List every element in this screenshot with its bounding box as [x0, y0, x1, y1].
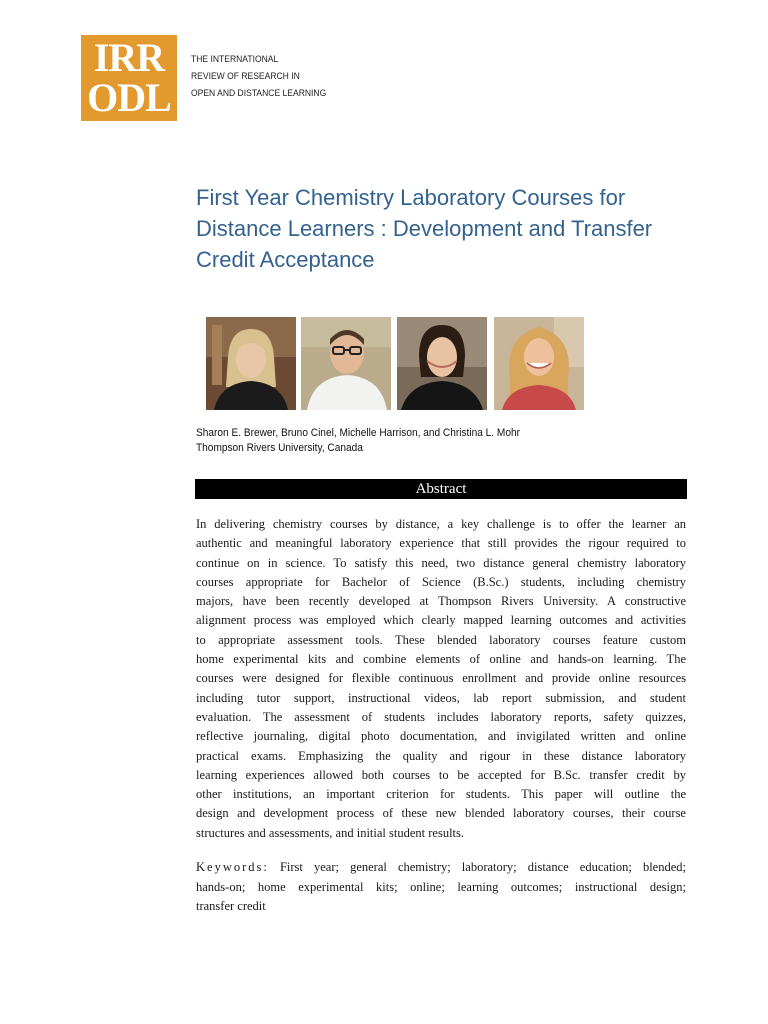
journal-name-line-1: THE INTERNATIONAL — [191, 54, 279, 65]
abstract-line: evaluation. The assessment of students includes laboratory reports, safety quizzes, — [196, 709, 686, 724]
abstract-line: structures and assessments, and initial student results. — [196, 825, 465, 840]
abstract-line: In delivering chemistry courses by distance, a key challenge is to offer the learner an — [196, 517, 686, 531]
logo-mark-line-1: IRR — [93, 35, 165, 80]
author-affiliation: Thompson Rivers University, Canada — [196, 442, 363, 454]
abstract-line: design and development process of these new blended laboratory courses, their course — [196, 806, 686, 821]
journal-logo — [81, 35, 327, 121]
author-photo-3 — [397, 317, 487, 410]
abstract-body — [196, 515, 686, 843]
abstract-line: including tutor support, instructional videos, lab report submission, and student — [196, 690, 686, 705]
title-line-1: First Year Chemistry Laboratory Courses for — [196, 185, 626, 210]
author-block — [196, 426, 656, 456]
abstract-line: authentic and meaningful laboratory experience that still provides the rigour required to — [196, 536, 686, 551]
abstract-line: practical exams. Emphasizing the quality and rigour in these distance laboratory — [196, 748, 686, 763]
abstract-line: reflective journaling, digital photo documentation, and invigilated written and online — [196, 729, 686, 744]
journal-name-line-2: REVIEW OF RESEARCH IN — [191, 71, 300, 82]
journal-name-line-3: OPEN AND DISTANCE LEARNING — [191, 88, 327, 99]
keywords-block — [196, 858, 686, 917]
author-photo-1 — [206, 317, 296, 410]
logo-mark-line-2: ODL — [87, 75, 171, 120]
author-photo-4 — [494, 317, 584, 410]
keywords-label: Keywords: — [196, 860, 269, 874]
abstract-line: courses were designed for flexible continuous enrollment and provide online resources — [196, 671, 686, 686]
abstract-line: home experimental kits and combine elements of online and hands-on learning. The — [196, 652, 686, 667]
abstract-line: continue on in science. To satisfy this need, two distance general chemistry laboratory — [196, 555, 686, 570]
abstract-heading: Abstract — [195, 479, 687, 499]
journal-name — [191, 51, 327, 102]
keywords-line-2: hands-on; home experimental kits; online; learning outcomes; instructional design; — [196, 879, 686, 894]
abstract-line: courses appropriate for Bachelor of Science (B.Sc.) students, including chemistry — [196, 574, 686, 589]
abstract-line: to appropriate assessment tools. These blended laboratory courses feature custom — [196, 632, 686, 647]
keywords-text-1: First year; general chemistry; laboratory; distance education; blended; — [279, 860, 687, 874]
article-title — [196, 182, 696, 275]
title-line-3: Credit Acceptance — [196, 247, 375, 272]
keywords-line-3: transfer credit — [196, 899, 266, 913]
title-line-2: Distance Learners : Development and Transfer — [196, 216, 653, 241]
logo-mark — [81, 35, 177, 121]
abstract-line: alignment process was employed which clearly mapped learning outcomes and activities — [196, 613, 686, 628]
author-photos — [206, 317, 586, 410]
abstract-line: learning experiences allowed both courses to be accepted for B.Sc. transfer credit by — [196, 767, 686, 782]
abstract-line: majors, have been recently developed at Thompson Rivers University. A constructive — [196, 594, 686, 609]
author-photo-2 — [301, 317, 391, 410]
author-names: Sharon E. Brewer, Bruno Cinel, Michelle Harrison, and Christina L. Mohr — [196, 427, 520, 439]
abstract-line: other institutions, an important criterion for students. This paper will outline the — [196, 787, 686, 802]
keywords-line-1 — [196, 858, 686, 878]
